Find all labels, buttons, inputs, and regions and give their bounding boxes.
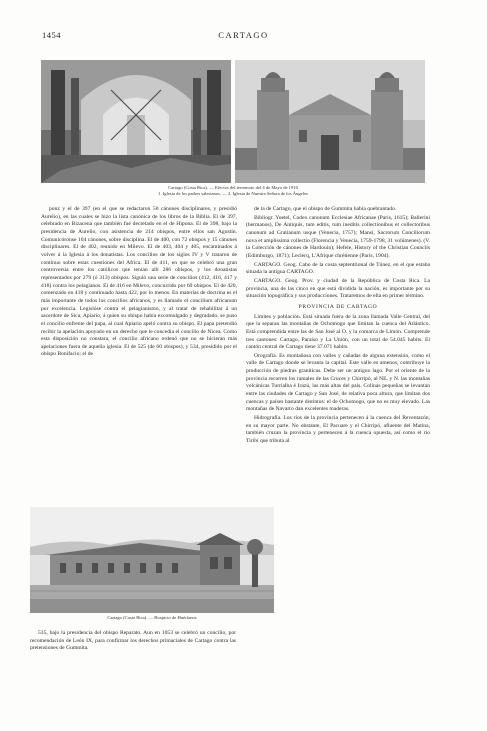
caption-line-1: Cartago (Costa Rica). — Efectos del terremoto del 4 de Mayo de 1910 xyxy=(168,185,298,190)
left-column-bottom xyxy=(30,630,236,712)
right-column xyxy=(246,206,430,716)
running-title: CARTAGO xyxy=(218,30,269,40)
photo-orphanage xyxy=(30,507,274,613)
entry-cabo-cartago: CARTAGO. Geog. Cabo de la costa septentrional de Túnez, en el que estaba situada la antigua CARTAGO. xyxy=(246,261,430,276)
page-header xyxy=(0,30,487,42)
paragraph-limits: Límites y población. Está situada fuera de la zona llamada Valle Central, del que la separan las montañas de Ochomogo que limitan la cuenca del Atlántico. Está comprendida entre las de San José al O. y la comarca de Limón. Comprende tres cantones: Cartago, Paraíso y La Unión, con un total de 54.045 habits. El cantón central de Cartago tiene 37.071 habits. xyxy=(246,313,430,351)
left-column-top xyxy=(41,206,237,502)
entry-cartago-costa-rica: CARTAGO. Geog. Prov. y ciudad de la República de Costa Rica. La provincia, una de las cinco en que está dividida la nación, es importante por su situación topográfica y sus producciones. Trataremos de ella en primer término. xyxy=(246,277,430,300)
paragraph: ponz y el de 397 (en el que se redactaron 50 cánones disciplinares, y presidió Aurelio), en las cuales se hizo la lista canónica de los libros de la Biblia. El de 397, celebrado en Bizacena que también fué decretado en el de Hipona. El de 398, bajo la presidencia de Aurelio, con asistencia de 214 obispos, entre ellos san Agustín. Comunicóronse 104 cánones, sobre disciplina. El de 400, con 72 obispos y 15 cánones disciplinares. El de 402, reunido en Milevo. El de 403, 404 y 405, encaminados á volver á la Iglesia á los donatistas. Los concilios de los siglos IV y V trataron de continuo sobre estas cuestiones del Africa. El de 411, en que se celebró una gran controversia entre los católicos que tenían allí 286 obispos, y los donatistas representados por 279 (ó 313) obispos. Siguió una serie de concilios (412, 416, 417 y 418) contra los pelagianos. El de 416 en Milevo, concurrido por 60 obispos. El de 420, comenzado en 418 y continuado hasta 422, por lo menos. En materias de doctrina es el más importante de todos los concilios africanos, y es llamado el concilium africanum por excelencia. Legislóse contra el pelagianismo, y al tratar de rehabilitar á un sacerdote de Sica, Apiario, á quien su obispo había excomulgado y degradado, se puso el concilio enfrente del papa, al cual Apiario apeló contra su obispo. El papa pretendió recibir la apelación apoyado en un derecho que le concedía el concilio de Nicea. Como esta disposición no constara, el concilio africano ordenó que no se hicieran más apelaciones fuera de aquella iglesia. El de 525 (de 60 obispos), y 534, presidido por el obispo Bonifacio; el de xyxy=(41,206,237,358)
photo-church-los-angeles xyxy=(235,60,425,183)
photo-salesian-church-ruins xyxy=(41,60,231,183)
paragraph-hydrography: Hidrografía. Los ríos de la provincia pertenecen á la cuenca del Reventazón, en su mayor parte. No obstante, El Pacuare y el Chirripó, afluente del Matina, también cruzan la provincia y pertenecen á la cuenca opuesta, así como el río Tiribí que tributa al xyxy=(246,415,430,445)
caption-line-2: 1. Iglesia de los padres salesianos. — 2. Iglesia de Nuestra Señora de los Ángeles xyxy=(158,191,308,196)
bibliography: Bibliogr. Yuetel, Codex canonum Ecclesiae Africanae (París, 1615); Ballerini (hermanos), De Antiquis, tum editis, tum ineditis collectionibus et collectoribus canonum ad Gratianum usque (Venecia, 1757); Mansi, Sacrorum Conciliorum nova et amplissima collectio (Florencia y Venecia, 1759-1798, 31 volúmenes). (V. la Colección de cánones de Hardouin); Hefele, History of the Christian Councils (Edimburgo, 1871); Leclerq, L'Afrique chrétienne (París, 1904). xyxy=(246,214,430,259)
figure-caption-top xyxy=(41,185,425,197)
paragraph: de la de Cartago, que el obispo de Gummita había quebrantado. xyxy=(254,206,397,212)
paragraph: 535, bajo la presidencia del obispo Reparato. Aun en 1053 se celebró un concilio, por recomendación de León IX, para confirmar los derechos primaciales de Cartago contra las pretensiones de Gummita. xyxy=(30,630,236,652)
paragraph-orography: Orografía. Es montañosa con valles y cañadas de alguna extensión, como el valle de Cartago donde se levanta la capital. Este valle es amenos, contribuye la producción de piedras graníticas. Debe ser un antiguo lago. Por el oriente de la provincia recorren los ramales de las Cruces y Chirripó, al NE. y N. las montañas volcánicas Turrialba é Irazú, las más altas del país. Colinas pequeñas se levantan entre las ciudades de Cartago y San José, de relativa poca altura, que limitan dos cuencas y países bastante distintos: el de Ochomogo, que no es muy elevado. Las montañas de Navarro dan excelentes maderas. xyxy=(246,352,430,413)
section-heading: PROVINCIA DE CARTAGO xyxy=(298,303,378,310)
figure-caption-bottom: Cartago (Costa Rica). — Hospicio de Huérfanos xyxy=(107,615,197,620)
page-number: 1454 xyxy=(42,30,61,40)
